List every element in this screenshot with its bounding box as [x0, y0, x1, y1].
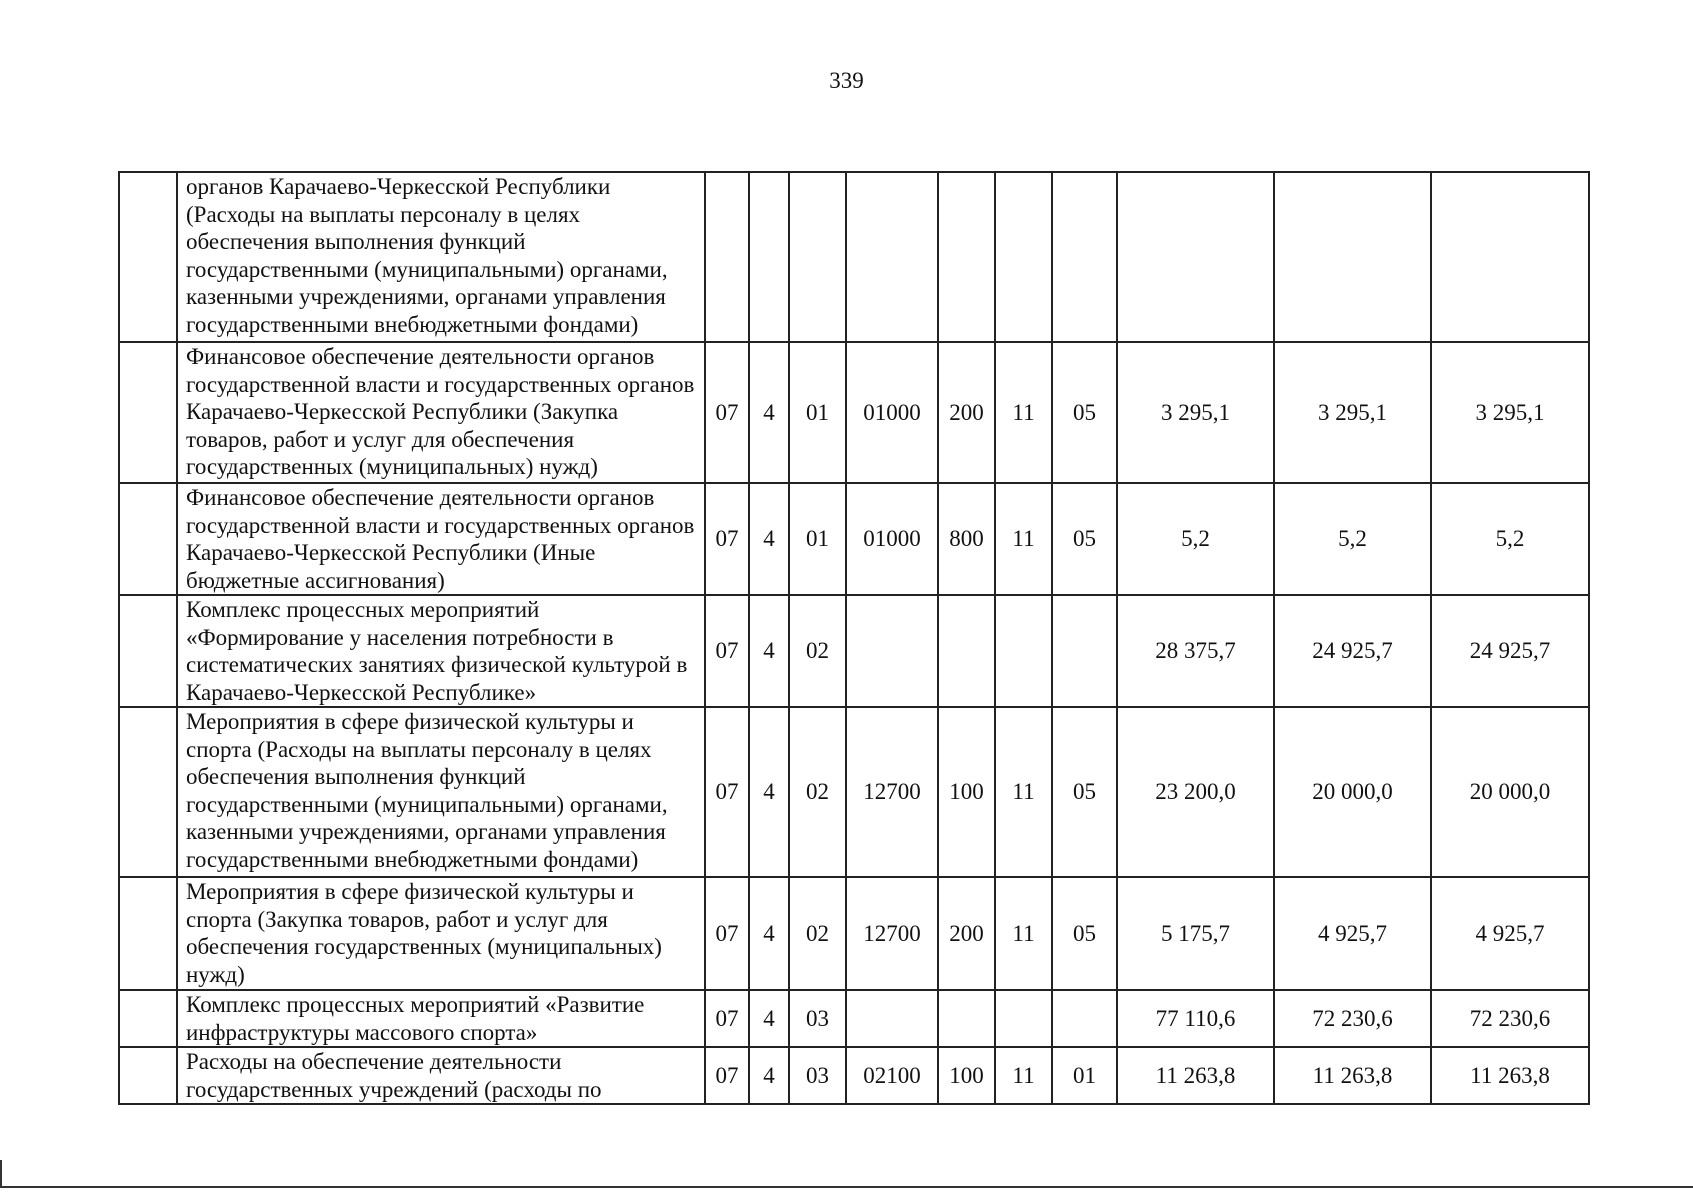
code-cell: 02 — [789, 877, 846, 990]
code-cell: 200 — [938, 877, 995, 990]
row-description: Расходы на обеспечение деятельности государственных учреждений (расходы по — [177, 1047, 705, 1104]
code-cell: 12700 — [846, 877, 938, 990]
amount-cell: 3 295,1 — [1117, 342, 1274, 483]
table-row — [119, 172, 1589, 342]
amount-cell: 11 263,8 — [1274, 1047, 1431, 1104]
code-cell: 4 — [749, 707, 789, 877]
code-cell: 07 — [705, 990, 749, 1047]
code-cell: 07 — [705, 595, 749, 707]
code-cell: 03 — [789, 990, 846, 1047]
code-cell: 4 — [749, 342, 789, 483]
code-cell: 05 — [1052, 707, 1117, 877]
code-cell: 11 — [995, 1047, 1052, 1104]
amount-cell: 5,2 — [1117, 483, 1274, 595]
row-id-cell — [119, 990, 177, 1047]
code-cell: 100 — [938, 1047, 995, 1104]
code-cell: 03 — [789, 1047, 846, 1104]
code-cell: 01000 — [846, 342, 938, 483]
page-number: 339 — [829, 68, 864, 93]
amount-cell: 11 263,8 — [1117, 1047, 1274, 1104]
amount-cell: 5,2 — [1274, 483, 1431, 595]
row-id-cell — [119, 595, 177, 707]
amount-cell: 5 175,7 — [1117, 877, 1274, 990]
code-cell — [995, 990, 1052, 1047]
code-cell — [995, 595, 1052, 707]
code-cell — [1052, 172, 1117, 342]
code-cell: 11 — [995, 342, 1052, 483]
code-cell — [846, 172, 938, 342]
code-cell — [938, 990, 995, 1047]
code-cell: 01 — [1052, 1047, 1117, 1104]
amount-cell — [1431, 172, 1589, 342]
code-cell — [1052, 595, 1117, 707]
code-cell: 800 — [938, 483, 995, 595]
amount-cell: 3 295,1 — [1274, 342, 1431, 483]
row-description: Финансовое обеспечение деятельности органов государственной власти и государственных органов Карачаево-Черкесской Республики (Закупка товаров, работ и услуг для обеспечения государственных (муниципальных) нужд) — [177, 342, 705, 483]
code-cell — [938, 172, 995, 342]
code-cell: 07 — [705, 1047, 749, 1104]
code-cell: 12700 — [846, 707, 938, 877]
row-description: Мероприятия в сфере физической культуры и спорта (Закупка товаров, работ и услуг для обеспечения государственных (муниципальных) нужд) — [177, 877, 705, 990]
code-cell: 07 — [705, 342, 749, 483]
table-row — [119, 1047, 1589, 1104]
code-cell: 01 — [789, 483, 846, 595]
code-cell — [995, 172, 1052, 342]
amount-cell: 20 000,0 — [1431, 707, 1589, 877]
code-cell: 05 — [1052, 877, 1117, 990]
row-id-cell — [119, 877, 177, 990]
code-cell — [938, 595, 995, 707]
code-cell — [846, 990, 938, 1047]
amount-cell: 23 200,0 — [1117, 707, 1274, 877]
code-cell: 07 — [705, 877, 749, 990]
row-id-cell — [119, 483, 177, 595]
amount-cell: 5,2 — [1431, 483, 1589, 595]
code-cell: 11 — [995, 483, 1052, 595]
code-cell: 4 — [749, 990, 789, 1047]
amount-cell: 4 925,7 — [1431, 877, 1589, 990]
code-cell: 02 — [789, 707, 846, 877]
code-cell — [705, 172, 749, 342]
code-cell: 07 — [705, 483, 749, 595]
code-cell: 4 — [749, 1047, 789, 1104]
amount-cell: 77 110,6 — [1117, 990, 1274, 1047]
amount-cell: 24 925,7 — [1274, 595, 1431, 707]
row-description: Комплекс процессных мероприятий «Развитие инфраструктуры массового спорта» — [177, 990, 705, 1047]
code-cell: 07 — [705, 707, 749, 877]
table-row — [119, 707, 1589, 877]
code-cell: 01000 — [846, 483, 938, 595]
amount-cell: 20 000,0 — [1274, 707, 1431, 877]
code-cell — [1052, 990, 1117, 1047]
row-id-cell — [119, 1047, 177, 1104]
amount-cell: 72 230,6 — [1274, 990, 1431, 1047]
amount-cell: 28 375,7 — [1117, 595, 1274, 707]
row-description: Мероприятия в сфере физической культуры и спорта (Расходы на выплаты персоналу в целях обеспечения выполнения функций государственными (муниципальными) органами, казенными учреждениями, органами управления государственными внебюджетными фондами) — [177, 707, 705, 877]
code-cell: 05 — [1052, 483, 1117, 595]
row-id-cell — [119, 707, 177, 877]
amount-cell: 11 263,8 — [1431, 1047, 1589, 1104]
row-id-cell — [119, 342, 177, 483]
amount-cell: 4 925,7 — [1274, 877, 1431, 990]
code-cell: 100 — [938, 707, 995, 877]
row-description: органов Карачаево-Черкесской Республики (Расходы на выплаты персоналу в целях обеспечения выполнения функций государственными (муниципальными) органами, казенными учреждениями, органами управления государственными внебюджетными фондами) — [177, 172, 705, 342]
row-id-cell — [119, 172, 177, 342]
code-cell: 11 — [995, 707, 1052, 877]
code-cell: 05 — [1052, 342, 1117, 483]
code-cell: 4 — [749, 877, 789, 990]
page-bottom-rule — [0, 1186, 1693, 1188]
row-description: Комплекс процессных мероприятий «Формирование у населения потребности в систематических занятиях физической культурой в Карачаево-Черкесской Республике» — [177, 595, 705, 707]
amount-cell: 3 295,1 — [1431, 342, 1589, 483]
code-cell: 200 — [938, 342, 995, 483]
amount-cell: 24 925,7 — [1431, 595, 1589, 707]
code-cell — [789, 172, 846, 342]
table-row — [119, 877, 1589, 990]
code-cell: 01 — [789, 342, 846, 483]
table-row — [119, 342, 1589, 483]
table-row — [119, 483, 1589, 595]
code-cell: 4 — [749, 483, 789, 595]
page-edge-mark — [0, 1160, 2, 1187]
code-cell: 11 — [995, 877, 1052, 990]
code-cell: 02100 — [846, 1047, 938, 1104]
table-row — [119, 595, 1589, 707]
amount-cell — [1274, 172, 1431, 342]
code-cell: 4 — [749, 595, 789, 707]
code-cell: 02 — [789, 595, 846, 707]
code-cell — [749, 172, 789, 342]
amount-cell: 72 230,6 — [1431, 990, 1589, 1047]
code-cell — [846, 595, 938, 707]
table-row — [119, 990, 1589, 1047]
amount-cell — [1117, 172, 1274, 342]
budget-table — [118, 171, 1590, 1105]
row-description: Финансовое обеспечение деятельности органов государственной власти и государственных органов Карачаево-Черкесской Республики (Иные бюджетные ассигнования) — [177, 483, 705, 595]
